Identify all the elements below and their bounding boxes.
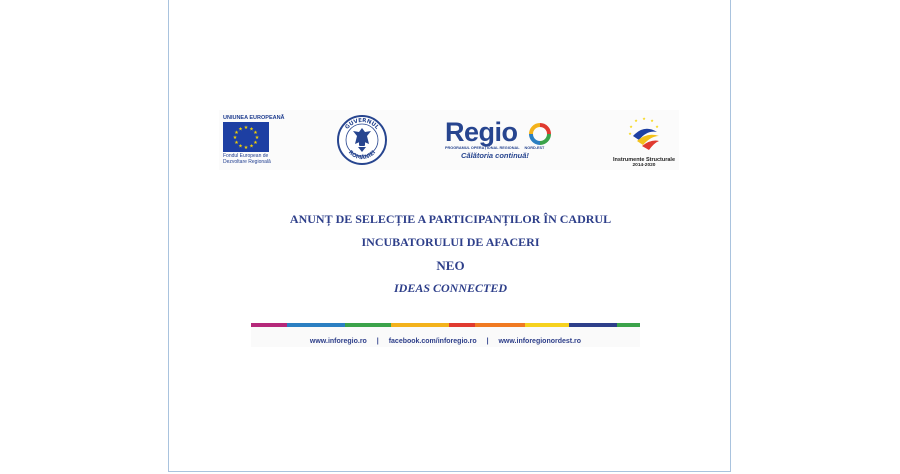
- svg-text:★: ★: [243, 145, 249, 151]
- eu-fund-line2: Dezvoltare Regională: [223, 158, 271, 165]
- svg-text:★: ★: [650, 118, 654, 123]
- gov-ring-bottom: ROMÂNIEI: [346, 149, 378, 162]
- footer-separator: |: [376, 338, 379, 345]
- svg-text:★: ★: [234, 130, 239, 136]
- announcement-page: [168, 0, 731, 472]
- announcement-line-2: INCUBATORULUI DE AFACERI: [361, 235, 540, 249]
- svg-text:★: ★: [634, 118, 638, 123]
- logo-banner: [219, 110, 679, 170]
- svg-text:★: ★: [629, 124, 633, 129]
- svg-text:★: ★: [642, 116, 646, 121]
- eu-fund-line1: Fondul European de: [223, 153, 269, 159]
- eu-flag-icon: [223, 122, 269, 152]
- footer-link-inforegio[interactable]: www.inforegio.ro: [309, 338, 367, 345]
- announcement-title-block: [169, 212, 732, 304]
- instrumente-title: Instrumente Structurale: [612, 157, 676, 163]
- svg-text:★: ★: [238, 143, 243, 150]
- svg-text:★: ★: [655, 124, 659, 129]
- svg-text:★: ★: [243, 125, 249, 131]
- footer-links: [251, 327, 640, 347]
- svg-text:★: ★: [254, 135, 260, 141]
- svg-text:★: ★: [628, 131, 632, 136]
- svg-text:★: ★: [238, 126, 243, 133]
- gov-ring-top: GUVERNUL: [344, 117, 380, 131]
- svg-text:★: ★: [232, 135, 238, 141]
- government-seal: [336, 114, 388, 166]
- announcement-line-4: IDEAS CONNECTED: [393, 281, 508, 295]
- footer-link-inforegionordest[interactable]: www.inforegionordest.ro: [498, 338, 582, 345]
- regio-ring-icon: [529, 123, 551, 145]
- instrumente-years: 2014-2020: [632, 163, 656, 168]
- svg-text:★: ★: [234, 140, 239, 146]
- footer-separator: |: [486, 338, 489, 345]
- regio-wordmark: Regio: [445, 117, 518, 147]
- regio-logo: [445, 118, 549, 168]
- svg-text:★: ★: [249, 126, 254, 133]
- regio-region: NORD-EST: [524, 146, 545, 150]
- announcement-line-3: NEO: [436, 258, 465, 273]
- svg-text:★: ★: [249, 143, 254, 150]
- svg-text:★: ★: [253, 130, 258, 136]
- regio-program: PROGRAMUL OPERAȚIONAL REGIONAL: [445, 146, 520, 150]
- regio-slogan: Călătoria continuă!: [461, 151, 529, 160]
- eu-caption: UNIUNEA EUROPEANĂ: [223, 115, 285, 121]
- footer-link-facebook[interactable]: facebook.com/inforegio.ro: [388, 338, 477, 345]
- announcement-line-1: ANUNȚ DE SELECȚIE A PARTICIPANȚILOR ÎN CADRUL: [289, 212, 612, 226]
- instrumente-structurale-logo: [609, 114, 679, 170]
- eu-logo: [223, 115, 293, 171]
- instrumente-emblem-icon: [609, 114, 679, 152]
- svg-text:★: ★: [253, 140, 258, 146]
